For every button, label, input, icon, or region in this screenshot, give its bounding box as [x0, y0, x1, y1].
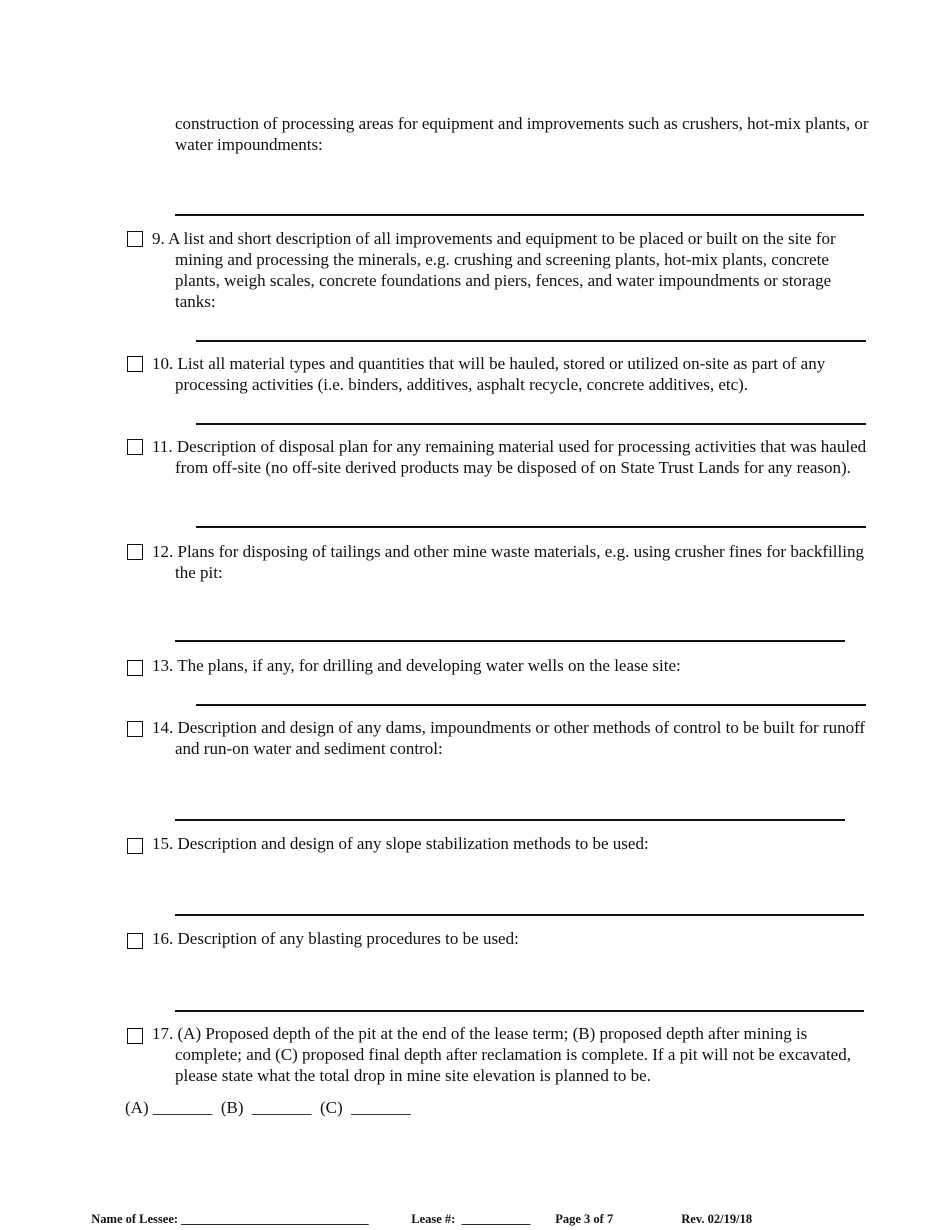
item-10-text: List all material types and quantities that will be hauled, stored or utilized on-site as part of any processing activities (i.e. binders, additives, asphalt recycle, concrete additives, etc). — [175, 354, 826, 394]
item-17 — [152, 1023, 872, 1086]
item-11-number: 11. — [152, 437, 173, 456]
item-16 — [152, 928, 872, 949]
checkbox-item-17[interactable] — [127, 1028, 143, 1044]
item-16-number: 16. — [152, 929, 174, 948]
answer-line-10[interactable] — [196, 423, 866, 425]
footer-lessee: Name of Lessee: ______________________________ — [91, 1212, 369, 1226]
answer-line-15[interactable] — [175, 914, 864, 916]
item-17-number: 17. — [152, 1024, 174, 1043]
item-12 — [152, 541, 872, 583]
item-15 — [152, 833, 872, 854]
depth-answers[interactable]: (A) _______ (B) _______ (C) _______ — [125, 1098, 411, 1117]
item-14 — [152, 717, 872, 759]
item-17-text: (A) Proposed depth of the pit at the end of the lease term; (B) proposed depth after mining is complete; and (C) proposed final depth after reclamation is complete. If a pit will not be excavated, please state what the total drop in mine site elevation is planned to be. — [175, 1024, 851, 1085]
item-9 — [152, 228, 872, 312]
checkbox-item-12[interactable] — [127, 544, 143, 560]
item-9-number: 9. — [152, 229, 165, 248]
item-10-number: 10. — [152, 354, 174, 373]
footer-page-number: Page 3 of 7 — [555, 1212, 614, 1226]
item-12-text: Plans for disposing of tailings and other mine waste materials, e.g. using crusher fines for backfilling the pit: — [175, 542, 864, 582]
item-9-text: A list and short description of all improvements and equipment to be placed or built on the site for mining and processing the minerals, e.g. crushing and screening plants, hot-mix plants, concrete plants, weigh scales, concrete foundations and piers, fences, and water impoundments or storage tanks: — [168, 229, 836, 311]
item-12-number: 12. — [152, 542, 174, 561]
item-11-text: Description of disposal plan for any remaining material used for processing activities that was hauled from off-site (no off-site derived products may be disposed of on State Trust Lands for any reason). — [175, 437, 867, 477]
checkbox-item-9[interactable] — [127, 231, 143, 247]
intro-text: construction of processing areas for equipment and improvements such as crushers, hot-mix plants, or water impoundments: — [175, 114, 869, 154]
checkbox-item-11[interactable] — [127, 439, 143, 455]
item-13-number: 13. — [152, 656, 174, 675]
checkbox-item-10[interactable] — [127, 356, 143, 372]
answer-line-14[interactable] — [175, 819, 845, 821]
checkbox-item-16[interactable] — [127, 933, 143, 949]
item-11 — [152, 436, 872, 478]
answer-line-9[interactable] — [196, 340, 866, 342]
answer-line-12[interactable] — [175, 640, 845, 642]
item-13 — [152, 655, 872, 676]
item-16-text: Description of any blasting procedures to be used: — [177, 929, 519, 948]
item-10 — [152, 353, 872, 395]
item-13-text: The plans, if any, for drilling and developing water wells on the lease site: — [177, 656, 681, 675]
footer-revision: Rev. 02/19/18 — [681, 1212, 753, 1226]
item-14-number: 14. — [152, 718, 174, 737]
page-footer — [85, 1188, 885, 1230]
answer-line-16[interactable] — [175, 1010, 864, 1012]
checkbox-item-14[interactable] — [127, 721, 143, 737]
footer-lease-number: Lease #: ___________ — [411, 1212, 531, 1226]
item-15-text: Description and design of any slope stabilization methods to be used: — [177, 834, 649, 853]
answer-line-11[interactable] — [196, 526, 866, 528]
checkbox-item-13[interactable] — [127, 660, 143, 676]
item-15-number: 15. — [152, 834, 174, 853]
item-14-text: Description and design of any dams, impoundments or other methods of control to be built for runoff and run-on water and sediment control: — [175, 718, 866, 758]
checkbox-item-15[interactable] — [127, 838, 143, 854]
answer-line-8[interactable] — [175, 214, 864, 216]
answer-line-13[interactable] — [196, 704, 866, 706]
